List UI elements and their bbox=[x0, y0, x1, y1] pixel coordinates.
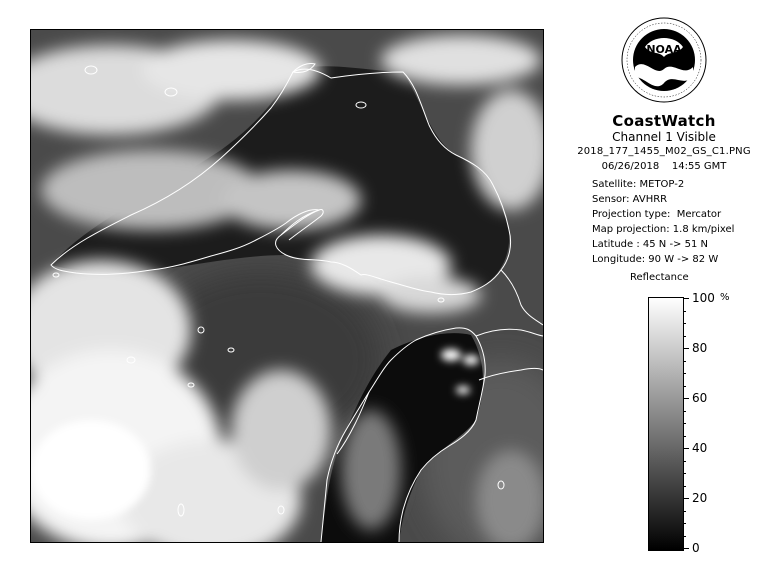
colorbar-tick bbox=[683, 398, 689, 399]
satellite-map-svg bbox=[31, 30, 543, 542]
colorbar-minor-tick bbox=[683, 436, 686, 437]
image-datetime: 06/26/2018 14:55 GMT bbox=[601, 161, 727, 172]
legend-title: Reflectance bbox=[630, 272, 689, 283]
legend-unit: % bbox=[720, 292, 730, 303]
colorbar-minor-tick bbox=[683, 461, 686, 462]
colorbar-minor-tick bbox=[683, 523, 686, 524]
noaa-logo bbox=[621, 17, 707, 103]
colorbar-minor-tick bbox=[683, 361, 686, 362]
colorbar-minor-tick bbox=[683, 411, 686, 412]
colorbar-tick-label: 100 bbox=[692, 291, 715, 305]
colorbar-minor-tick bbox=[683, 486, 686, 487]
colorbar-tick-label: 20 bbox=[692, 491, 708, 505]
sensor-label: Sensor: AVHRR bbox=[592, 194, 668, 205]
colorbar-minor-tick bbox=[683, 473, 686, 474]
longitude-label: Longitude: 90 W -> 82 W bbox=[592, 254, 719, 265]
colorbar-tick-label: 0 bbox=[692, 541, 700, 555]
satellite-image bbox=[30, 29, 544, 543]
colorbar-tick bbox=[683, 548, 689, 549]
colorbar-tick bbox=[683, 448, 689, 449]
colorbar-tick bbox=[683, 498, 689, 499]
app-title: CoastWatch bbox=[612, 112, 716, 130]
colorbar-minor-tick bbox=[683, 323, 686, 324]
colorbar-tick bbox=[683, 298, 689, 299]
colorbar-minor-tick bbox=[683, 536, 686, 537]
colorbar-minor-tick bbox=[683, 311, 686, 312]
colorbar-minor-tick bbox=[683, 386, 686, 387]
colorbar-tick-label: 60 bbox=[692, 391, 708, 405]
satellite-label: Satellite: METOP-2 bbox=[592, 179, 685, 190]
colorbar-minor-tick bbox=[683, 511, 686, 512]
colorbar-tick bbox=[683, 348, 689, 349]
colorbar-tick-label: 80 bbox=[692, 341, 708, 355]
image-filename: 2018_177_1455_M02_GS_C1.PNG bbox=[577, 146, 751, 157]
noaa-seal-icon bbox=[621, 17, 707, 103]
colorbar-minor-tick bbox=[683, 423, 686, 424]
logo-text: NOAA bbox=[646, 43, 682, 56]
channel-label: Channel 1 Visible bbox=[612, 130, 716, 144]
colorbar-minor-tick bbox=[683, 336, 686, 337]
colorbar-minor-tick bbox=[683, 373, 686, 374]
reflectance-colorbar bbox=[648, 297, 684, 551]
latitude-label: Latitude : 45 N -> 51 N bbox=[592, 239, 708, 250]
map-projection-label: Map projection: 1.8 km/pixel bbox=[592, 224, 735, 235]
colorbar-tick-label: 40 bbox=[692, 441, 708, 455]
projection-type-label: Projection type: Mercator bbox=[592, 209, 722, 220]
